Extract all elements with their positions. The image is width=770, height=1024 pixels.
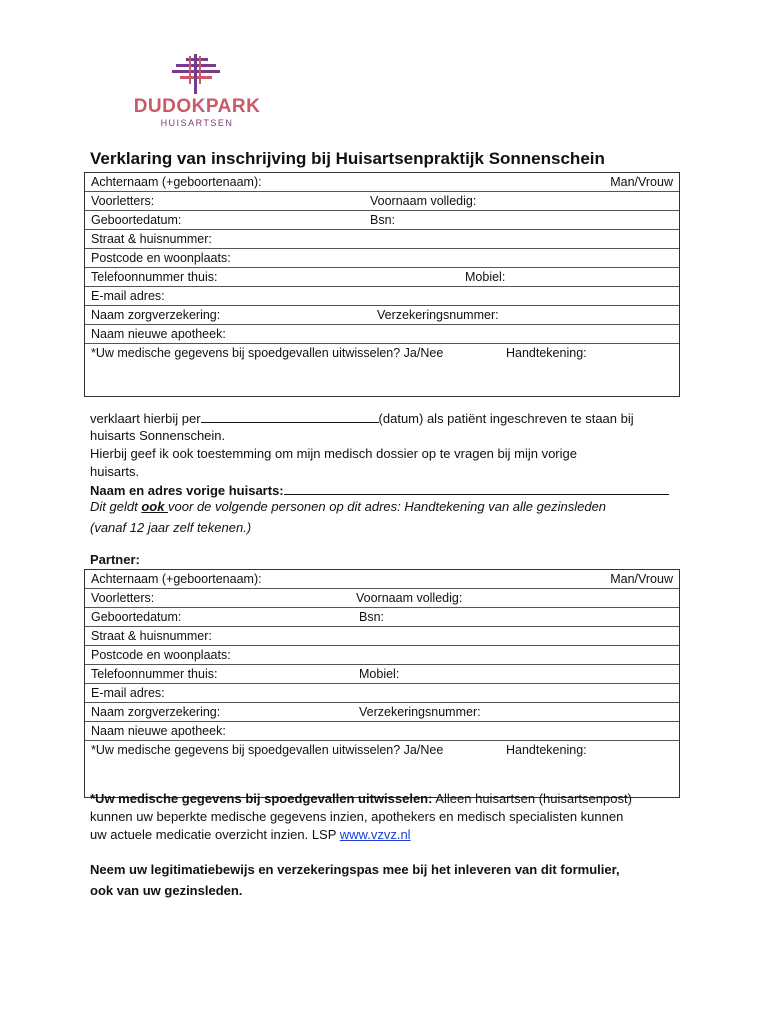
partner-label: Partner: [90, 552, 140, 567]
logo-name: DUDOKPARK [133, 96, 261, 117]
italic-text-c: voor de volgende personen op dit adres: Handtekening van alle gezinsleden [168, 499, 607, 514]
label-handtekening: Handtekening: [506, 346, 587, 360]
label-telefoon: Telefoonnummer thuis: [91, 667, 218, 681]
italic-line-2: (vanaf 12 jaar zelf tekenen.) [90, 520, 252, 535]
footer-line-3 [90, 826, 411, 844]
label-handtekening: Handtekening: [506, 743, 587, 757]
row-zorgverzekering[interactable] [85, 703, 679, 722]
footer-text-3: uw actuele medicatie overzicht inzien. LSP [90, 827, 340, 842]
row-gegevens[interactable] [85, 344, 679, 396]
declaration-text-a: verklaart hierbij per [90, 411, 201, 426]
row-straat[interactable] [85, 230, 679, 249]
footer-line-1 [90, 790, 632, 808]
label-achternaam: Achternaam (+geboortenaam): [91, 572, 262, 586]
label-voorletters: Voorletters: [91, 591, 155, 605]
row-voorletters[interactable] [85, 192, 679, 211]
partner-form [84, 569, 680, 798]
label-manvrouw: Man/Vrouw [610, 175, 673, 189]
label-voorletters: Voorletters: [91, 194, 155, 208]
label-mobiel: Mobiel: [465, 270, 506, 284]
logo-mark-icon [166, 54, 226, 94]
label-apotheek: Naam nieuwe apotheek: [91, 724, 226, 738]
label-verzekeringsnummer: Verzekeringsnummer: [377, 308, 499, 322]
label-gegevens: *Uw medische gegevens bij spoedgevallen uitwisselen? Ja/Nee [91, 743, 444, 757]
label-straat: Straat & huisnummer: [91, 629, 212, 643]
label-voornaam: Voornaam volledig: [356, 591, 463, 605]
label-email: E-mail adres: [91, 289, 165, 303]
label-zorgverzekering: Naam zorgverzekering: [91, 705, 221, 719]
practice-logo [122, 54, 272, 134]
row-geboortedatum[interactable] [85, 211, 679, 230]
previous-gp-blank[interactable] [284, 481, 669, 495]
label-straat: Straat & huisnummer: [91, 232, 212, 246]
date-blank[interactable] [201, 409, 379, 423]
italic-line-1 [90, 498, 606, 516]
notice-line-2: ook van uw gezinsleden. [90, 883, 243, 898]
label-manvrouw: Man/Vrouw [610, 572, 673, 586]
logo-subtitle: HUISARTSEN [160, 118, 234, 128]
row-email[interactable] [85, 684, 679, 703]
footer-text-1: Alleen huisartsen (huisartsenpost) [432, 791, 632, 806]
italic-text-ook: ook [141, 499, 169, 514]
label-email: E-mail adres: [91, 686, 165, 700]
applicant-form [84, 172, 680, 397]
declaration-line-4: huisarts. [90, 464, 140, 479]
label-apotheek: Naam nieuwe apotheek: [91, 327, 226, 341]
label-vorige-huisarts: Naam en adres vorige huisarts: [90, 483, 284, 498]
row-geboortedatum[interactable] [85, 608, 679, 627]
italic-text-a: Dit geldt [90, 499, 142, 514]
row-voorletters[interactable] [85, 589, 679, 608]
label-achternaam: Achternaam (+geboortenaam): [91, 175, 262, 189]
label-bsn: Bsn: [370, 213, 396, 227]
row-telefoon[interactable] [85, 665, 679, 684]
label-postcode: Postcode en woonplaats: [91, 251, 231, 265]
label-postcode: Postcode en woonplaats: [91, 648, 231, 662]
row-apotheek[interactable] [85, 325, 679, 344]
declaration-text-b: (datum) als patiënt ingeschreven te staan bij [378, 411, 634, 426]
footer-bold: *Uw medische gegevens bij spoedgevallen uitwisselen: [90, 791, 433, 806]
row-postcode[interactable] [85, 646, 679, 665]
label-zorgverzekering: Naam zorgverzekering: [91, 308, 221, 322]
declaration-line-1 [90, 409, 634, 428]
row-postcode[interactable] [85, 249, 679, 268]
label-telefoon: Telefoonnummer thuis: [91, 270, 218, 284]
label-geboortedatum: Geboortedatum: [91, 213, 182, 227]
row-achternaam[interactable] [85, 173, 679, 192]
row-zorgverzekering[interactable] [85, 306, 679, 325]
row-apotheek[interactable] [85, 722, 679, 741]
row-achternaam[interactable] [85, 570, 679, 589]
declaration-line-2: huisarts Sonnenschein. [90, 428, 226, 443]
label-gegevens: *Uw medische gegevens bij spoedgevallen uitwisselen? Ja/Nee [91, 346, 444, 360]
footer-line-2: kunnen uw beperkte medische gegevens inzien, apothekers en medisch specialisten kunnen [90, 809, 624, 824]
row-straat[interactable] [85, 627, 679, 646]
label-bsn: Bsn: [359, 610, 385, 624]
label-mobiel: Mobiel: [359, 667, 400, 681]
label-geboortedatum: Geboortedatum: [91, 610, 182, 624]
page-title: Verklaring van inschrijving bij Huisartsenpraktijk Sonnenschein [90, 149, 605, 168]
notice-line-1: Neem uw legitimatiebewijs en verzekeringspas mee bij het inleveren van dit formulier, [90, 862, 620, 877]
row-email[interactable] [85, 287, 679, 306]
label-voornaam: Voornaam volledig: [370, 194, 477, 208]
vzvz-link[interactable]: www.vzvz.nl [339, 827, 411, 842]
label-verzekeringsnummer: Verzekeringsnummer: [359, 705, 481, 719]
row-gegevens[interactable] [85, 741, 679, 797]
row-telefoon[interactable] [85, 268, 679, 287]
declaration-line-3: Hierbij geef ik ook toestemming om mijn medisch dossier op te vragen bij mijn vorige [90, 446, 577, 461]
